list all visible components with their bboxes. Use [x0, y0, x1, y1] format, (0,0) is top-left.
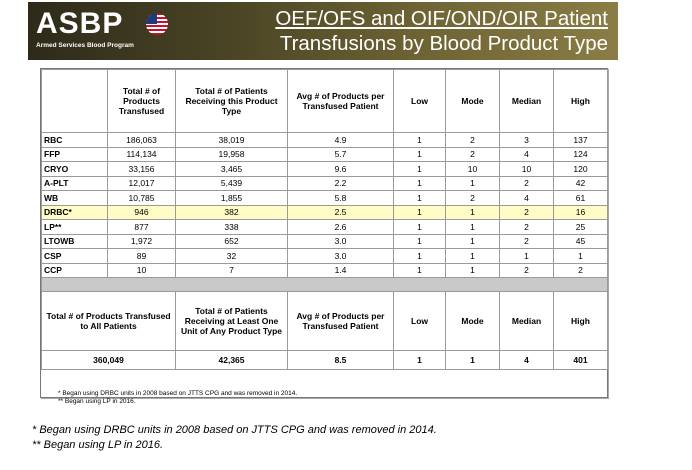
table-cell: 124 — [554, 147, 608, 162]
table-row — [42, 220, 608, 235]
table-cell: 16 — [554, 205, 608, 220]
table-cell: 42 — [554, 176, 608, 191]
row-label: CCP — [42, 263, 108, 278]
summary-value: 8.5 — [288, 351, 394, 370]
table-cell: 1 — [500, 249, 554, 264]
table-cell: 1.4 — [288, 263, 394, 278]
table-cell: 12,017 — [108, 176, 176, 191]
summary-value: 1 — [446, 351, 500, 370]
summary-value: 42,365 — [176, 351, 288, 370]
summary-values-row — [42, 351, 608, 370]
summary-value: 360,049 — [42, 351, 176, 370]
row-label: A-PLT — [42, 176, 108, 191]
table-row — [42, 263, 608, 278]
summary-header-row — [42, 292, 608, 351]
table-cell: 1 — [394, 205, 446, 220]
table-cell: 4 — [500, 147, 554, 162]
table-cell: 1 — [446, 176, 500, 191]
summary-header-cell: Median — [500, 292, 554, 351]
footer-notes — [32, 423, 437, 453]
table-cell: 946 — [108, 205, 176, 220]
table-cell: 38,019 — [176, 133, 288, 148]
row-label: LTOWB — [42, 234, 108, 249]
table-cell: 10,785 — [108, 191, 176, 206]
table-cell: 3 — [500, 133, 554, 148]
table-cell: 61 — [554, 191, 608, 206]
table-cell: 137 — [554, 133, 608, 148]
table-cell: 5.8 — [288, 191, 394, 206]
table-row — [42, 205, 608, 220]
table-cell: 89 — [108, 249, 176, 264]
table-header-row — [42, 70, 608, 133]
table-cell: 1 — [394, 162, 446, 177]
separator-row — [42, 278, 608, 292]
header-banner — [28, 2, 618, 60]
table-cell: 3,465 — [176, 162, 288, 177]
table-cell: 2.6 — [288, 220, 394, 235]
note-drbc: * Began using DRBC units in 2008 based on JTTS CPG and was removed in 2014. — [58, 390, 298, 397]
flag-icon — [146, 13, 168, 35]
table-cell: 10 — [108, 263, 176, 278]
transfusion-table — [41, 69, 608, 370]
table-cell: 4.9 — [288, 133, 394, 148]
table-cell: 1 — [394, 220, 446, 235]
table-row — [42, 147, 608, 162]
table-cell: 1 — [394, 191, 446, 206]
table-cell: 25 — [554, 220, 608, 235]
table-cell: 2 — [500, 234, 554, 249]
logo-text: ASBP — [36, 7, 124, 40]
header-cell: Total # of Patients Receiving this Product Type — [176, 70, 288, 133]
summary-value: 1 — [394, 351, 446, 370]
logo-subtitle: Armed Services Blood Program — [36, 42, 134, 49]
summary-header-cell: Total # of Products Transfused to All Patients — [42, 292, 176, 351]
note-lp: ** Began using LP in 2016. — [58, 398, 136, 405]
header-cell: Total # of Products Transfused — [108, 70, 176, 133]
header-cell: Low — [394, 70, 446, 133]
footer-note-lp: ** Began using LP in 2016. — [32, 439, 164, 451]
table-row — [42, 162, 608, 177]
table-cell: 45 — [554, 234, 608, 249]
summary-header-cell: Mode — [446, 292, 500, 351]
title-line-1: OEF/OFS and OIF/OND/OIR Patient — [275, 7, 608, 30]
table-cell: 2 — [500, 205, 554, 220]
table-cell: 2 — [500, 220, 554, 235]
header-cell: Avg # of Products per Transfused Patient — [288, 70, 394, 133]
summary-value: 401 — [554, 351, 608, 370]
summary-value: 4 — [500, 351, 554, 370]
table-row — [42, 191, 608, 206]
table-cell: 2 — [446, 191, 500, 206]
table-cell: 5.7 — [288, 147, 394, 162]
table-cell: 1 — [394, 147, 446, 162]
page-title — [275, 6, 608, 56]
table-cell: 1,855 — [176, 191, 288, 206]
table-cell: 10 — [446, 162, 500, 177]
table-cell: 1,972 — [108, 234, 176, 249]
table-cell: 2 — [446, 147, 500, 162]
row-label: CSP — [42, 249, 108, 264]
table-cell: 338 — [176, 220, 288, 235]
table-cell: 1 — [394, 249, 446, 264]
row-label: LP** — [42, 220, 108, 235]
header-cell: Mode — [446, 70, 500, 133]
title-line-2: Transfusions by Blood Product Type — [279, 32, 608, 55]
table-cell: 1 — [446, 205, 500, 220]
row-label: FFP — [42, 147, 108, 162]
table-cell: 382 — [176, 205, 288, 220]
summary-header-cell: Total # of Patients Receiving at Least One Unit of Any Product Type — [176, 292, 288, 351]
table-cell: 2 — [446, 133, 500, 148]
row-label: CRYO — [42, 162, 108, 177]
row-label: WB — [42, 191, 108, 206]
transfusion-table-panel — [40, 68, 608, 398]
table-cell: 186,063 — [108, 133, 176, 148]
summary-header-cell: High — [554, 292, 608, 351]
table-cell: 114,134 — [108, 147, 176, 162]
table-row — [42, 249, 608, 264]
table-row — [42, 234, 608, 249]
footer-note-drbc: * Began using DRBC units in 2008 based on JTTS CPG and was removed in 2014. — [32, 424, 437, 436]
table-cell: 3.0 — [288, 234, 394, 249]
table-cell: 1 — [446, 249, 500, 264]
table-cell: 2 — [500, 263, 554, 278]
table-cell: 33,156 — [108, 162, 176, 177]
table-cell: 652 — [176, 234, 288, 249]
table-row — [42, 176, 608, 191]
table-cell: 32 — [176, 249, 288, 264]
header-cell: High — [554, 70, 608, 133]
table-cell: 9.6 — [288, 162, 394, 177]
table-cell: 1 — [394, 176, 446, 191]
header-cell — [42, 70, 108, 133]
table-cell: 2.2 — [288, 176, 394, 191]
table-cell: 877 — [108, 220, 176, 235]
table-cell: 1 — [554, 249, 608, 264]
table-cell: 4 — [500, 191, 554, 206]
table-cell: 120 — [554, 162, 608, 177]
table-body — [42, 133, 608, 278]
summary-header-cell: Low — [394, 292, 446, 351]
table-cell: 19,958 — [176, 147, 288, 162]
table-cell: 10 — [500, 162, 554, 177]
table-cell: 1 — [394, 234, 446, 249]
table-cell: 7 — [176, 263, 288, 278]
table-cell: 2 — [500, 176, 554, 191]
table-notes — [58, 390, 297, 406]
table-cell: 1 — [394, 263, 446, 278]
table-cell: 1 — [446, 234, 500, 249]
table-row — [42, 133, 608, 148]
table-cell: 1 — [446, 263, 500, 278]
summary-header-cell: Avg # of Products per Transfused Patient — [288, 292, 394, 351]
header-cell: Median — [500, 70, 554, 133]
table-cell: 3.0 — [288, 249, 394, 264]
row-label: RBC — [42, 133, 108, 148]
row-label: DRBC* — [42, 205, 108, 220]
table-cell: 2.5 — [288, 205, 394, 220]
asbp-logo — [36, 8, 196, 54]
table-cell: 2 — [554, 263, 608, 278]
table-cell: 1 — [394, 133, 446, 148]
table-cell: 5,439 — [176, 176, 288, 191]
table-cell: 1 — [446, 220, 500, 235]
